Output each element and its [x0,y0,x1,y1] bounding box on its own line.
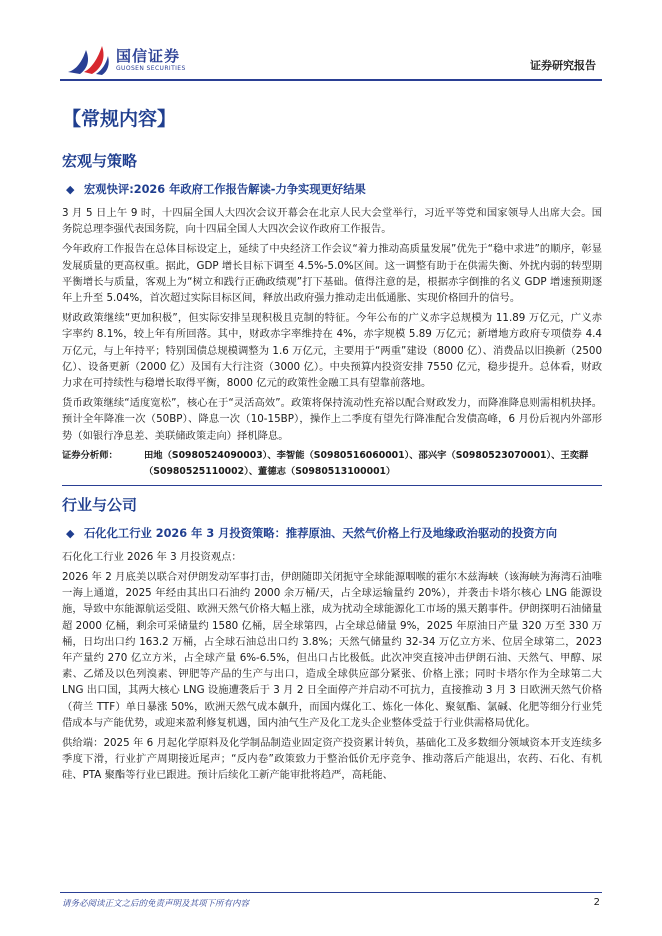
analyst-label: 证券分析师： [62,449,118,461]
petrochem-paragraph-3: 供给端：2025 年 6 月起化学原料及化学制品制造业固定资产投资累计转负，基础化工及多数细分领域资本开支连续多季度下滑，行业扩产周期接近尾声；“反内卷”政策致力于整治低价无序竞争、推动落后产能退出，农药、石化、有机硅、PTA 聚酯等行业已跟进。预计后续化工新产能审批将趋严，高耗能、 [62,737,602,782]
subheading-petrochem-strategy-text: 石化化工行业 2026 年 3 月投资策略：推荐原油、天然气价格上行及地缘政治驱动的投资方向 [84,526,558,540]
subheading-petrochem-strategy [62,524,602,543]
diamond-bullet-icon: ◆ [66,526,75,540]
report-type-label: 证券研究报告 [530,59,596,72]
macro-paragraph-3: 财政政策继续“更加积极”，但实际安排呈现积极且克制的特征。今年公布的广义赤字总规模为 11.89 万亿元，广义赤字率约 8.1%，较上年有所回落。其中，财政赤字率维持在 4%，赤字规模 5.89 万亿元；新增地方政府专项债券 4.4 万亿元，与上年持平；特别国债总规模调整为 1.6 万亿元，主要用于“两重”建设（8000 亿）、消费品以旧换新（2500 亿）、设备更新（2000 亿）及国有大行注资（3000 亿）。中央预算内投资安排 7550 亿元，稳步提升。总体看，财政力求在可持续性与稳增长取得平衡，8000 亿元的政策性金融工具有望靠前落地。 [62,312,602,390]
macro-paragraph-1: 3 月 5 日上午 9 时，十四届全国人大四次会议开幕会在北京人民大会堂举行，习近平等党和国家领导人出席大会。国务院总理李强代表国务院，向十四届全国人大四次会议作政府工作报告。 [62,207,602,236]
analyst-names: 田地（S0980524090003）、李智能（S0980516060001）、邵兴宇（S0980523070001）、王奕群（S0980525110002）、董德志（S0980513100001） [144,449,589,477]
footer-divider [60,892,602,893]
diamond-bullet-icon: ◆ [66,183,75,196]
petrochem-paragraph-1: 石化化工行业 2026 年 3 月投资观点： [62,550,242,563]
petrochem-paragraph-2: 2026 年 2 月底美以联合对伊朗发动军事打击，伊朗随即关闭扼守全球能源咽喉的霍尔木兹海峡（该海峡为海湾石油唯一海上通道，2025 年经由其出口石油约 2000 余万桶/天，占全球运输量约 20%），并袭击卡塔尔核心 LNG 能源设施，导致中东能源航运受阻、欧洲天然气价格大幅上涨，成为扰动全球能源化工市场的黑天鹅事件。伊朗探明石油储量超 2000 亿桶，剩余可采储量约 1580 亿桶，居全球第四，占全球总储量 9%，2025 年原油日产量 320 万至 330 万桶，日均出口约 163.2 万桶，占全球石油总出口约 3.8%；天然气储量约 32-34 万亿立方米、位居全球第二，2023 年产量约 270 亿立方米，占全球产量 6%-6.5%，但出口占比极低。此次冲突直接冲击伊朗石油、天然气、甲醇、尿素、乙烯及以色列溴素、钾肥等产品的生产与出口，造成全球供应部分紧张、价格上涨；同时卡塔尔作为全球第二大 LNG 出口国，其两大核心 LNG 设施遭袭后于 3 月 2 日全面停产并启动不可抗力，直接推动 3 月 3 日欧洲天然气价格（荷兰 TTF）单日暴涨 50%，欧洲天然气成本飙升，而国内煤化工、炼化一体化、聚氨酯、氯碱、化肥等细分行业凭借成本与产能优势，或迎来盈利修复机遇，国内油气生产及化工龙头企业整体受益于行业供需格局优化。 [62,571,602,729]
section-divider [62,485,602,486]
macro-paragraph-2: 今年政府工作报告在总体目标设定上，延续了中央经济工作会议“着力推动高质量发展”优先于“稳中求进”的顺序，彰显发展质量的更高权重。据此，GDP 增长目标下调至 4.5%-5.0%区间。这一调整有助于在供需失衡、外扰内弱的转型期平衡增长与质量，客观上为“树立和践行正确政绩观”打下基础。值得注意的是，根据赤字倒推的名义 GDP 增速预期逐年上升至 5.04%，首次超过实际目标区间，释放出政府强力推动走出低通胀、实现价格回升的信号。 [62,243,602,305]
guosen-logo-icon [66,44,110,76]
analyst-list [62,448,602,480]
page-header [0,0,662,80]
logo-chinese-name: 国信证券 [116,47,181,65]
section-heading-industry-company: 行业与公司 [62,495,138,514]
page-body [62,104,602,788]
subheading-macro-review-text: 宏观快评:2026 年政府工作报告解读-力争实现更好结果 [84,183,366,196]
section-title-regular-content: 【常规内容】 [62,108,177,130]
company-logo [66,44,186,78]
logo-english-name: GUOSEN SECURITIES [116,65,186,72]
subheading-macro-review [62,180,602,199]
macro-paragraph-4: 货币政策继续“适度宽松”，核心在于“灵活高效”。政策将保持流动性充裕以配合财政发力，而降准降息则需相机抉择。预计全年降准一次（50BP）、降息一次（10-15BP），操作上二季度有望先行降准配合发债高峰，6 月份后视内外部形势（如银行净息差、美联储政策走向）择机降息。 [62,397,602,442]
page-number: 2 [593,897,600,908]
header-divider [60,79,602,81]
section-heading-macro-strategy: 宏观与策略 [62,152,138,170]
disclaimer-note: 请务必阅读正文之后的免责声明及其项下所有内容 [62,899,250,909]
